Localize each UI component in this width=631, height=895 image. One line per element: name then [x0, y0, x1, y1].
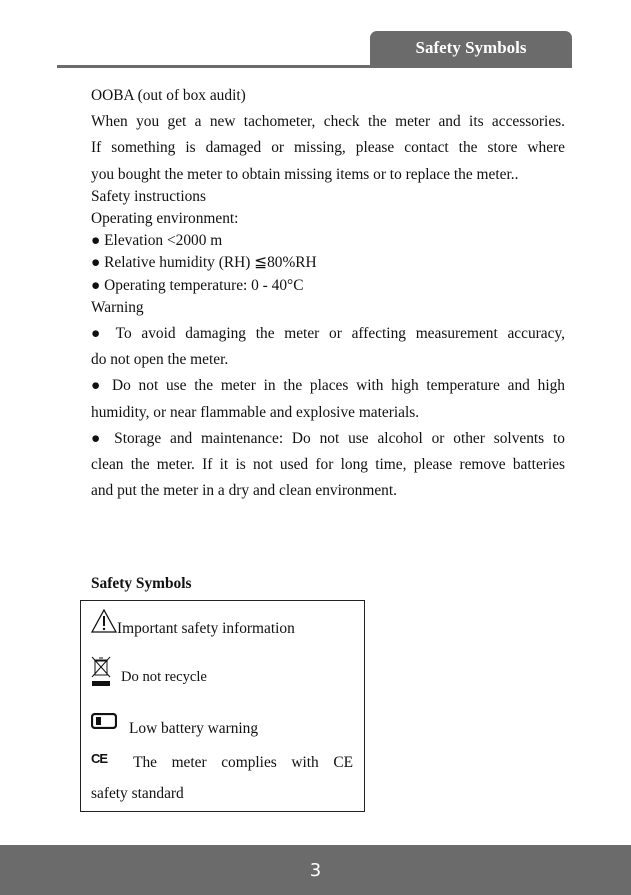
warning-1-line-2: do not open the meter. [91, 351, 229, 369]
header-divider [57, 65, 572, 68]
env-item-temperature: ● Operating temperature: 0 - 40°C [91, 276, 304, 294]
ce-word: complies [221, 754, 277, 771]
warning-heading: Warning [91, 298, 144, 316]
ce-mark-icon: CE [91, 751, 108, 766]
ce-compliance-line-1 [133, 754, 353, 772]
safety-symbols-box [80, 600, 365, 812]
ooba-paragraph-line-3: you bought the meter to obtain missing items or to replace the meter.. [91, 165, 519, 183]
do-not-recycle-label: Do not recycle [121, 669, 207, 685]
important-info-label: Important safety information [117, 620, 295, 637]
safety-instructions-heading: Safety instructions [91, 187, 206, 205]
env-item-humidity: ● Relative humidity (RH) ≦80%RH [91, 254, 317, 272]
warning-2-line-2: humidity, or near flammable and explosive materials. [91, 403, 420, 421]
warning-triangle-icon [91, 609, 117, 638]
symbol-row-important [91, 609, 295, 638]
symbol-row-ce-continued [91, 785, 184, 803]
ce-word: with [291, 754, 319, 771]
symbol-row-battery [91, 713, 258, 738]
ce-word: CE [333, 754, 353, 771]
env-item-elevation: ● Elevation <2000 m [91, 232, 223, 250]
low-battery-label: Low battery warning [129, 720, 259, 737]
warning-3-line-1: ● Storage and maintenance: Do not use alcohol or other solvents to [91, 429, 565, 447]
section-title: Safety Symbols [415, 38, 527, 57]
page-footer [0, 845, 631, 895]
symbol-row-ce [91, 751, 353, 772]
symbol-row-recycle [91, 655, 207, 692]
ooba-paragraph-line-1: When you get a new tachometer, check the meter and its accessories. [91, 113, 565, 131]
battery-icon [91, 713, 117, 734]
ce-compliance-line-2: safety standard [91, 785, 184, 802]
safety-symbols-heading: Safety Symbols [91, 575, 192, 592]
warning-2-line-1: ● Do not use the meter in the places with high temperature and high [91, 377, 565, 395]
ce-word: meter [171, 754, 207, 771]
page-number: 3 [309, 859, 322, 881]
ooba-paragraph-line-2: If something is damaged or missing, please contact the store where [91, 139, 565, 157]
ce-word: The [133, 754, 157, 771]
warning-3-line-3: and put the meter in a dry and clean environment. [91, 482, 397, 500]
ooba-heading: OOBA (out of box audit) [91, 87, 246, 104]
section-title-tab [370, 31, 572, 65]
crossed-bin-icon [91, 655, 111, 692]
warning-1-line-1: ● To avoid damaging the meter or affecting measurement accuracy, [91, 325, 565, 343]
warning-3-line-2: clean the meter. If it is not used for long time, please remove batteries [91, 456, 565, 474]
main-content [91, 85, 565, 502]
operating-environment-heading: Operating environment: [91, 210, 239, 228]
